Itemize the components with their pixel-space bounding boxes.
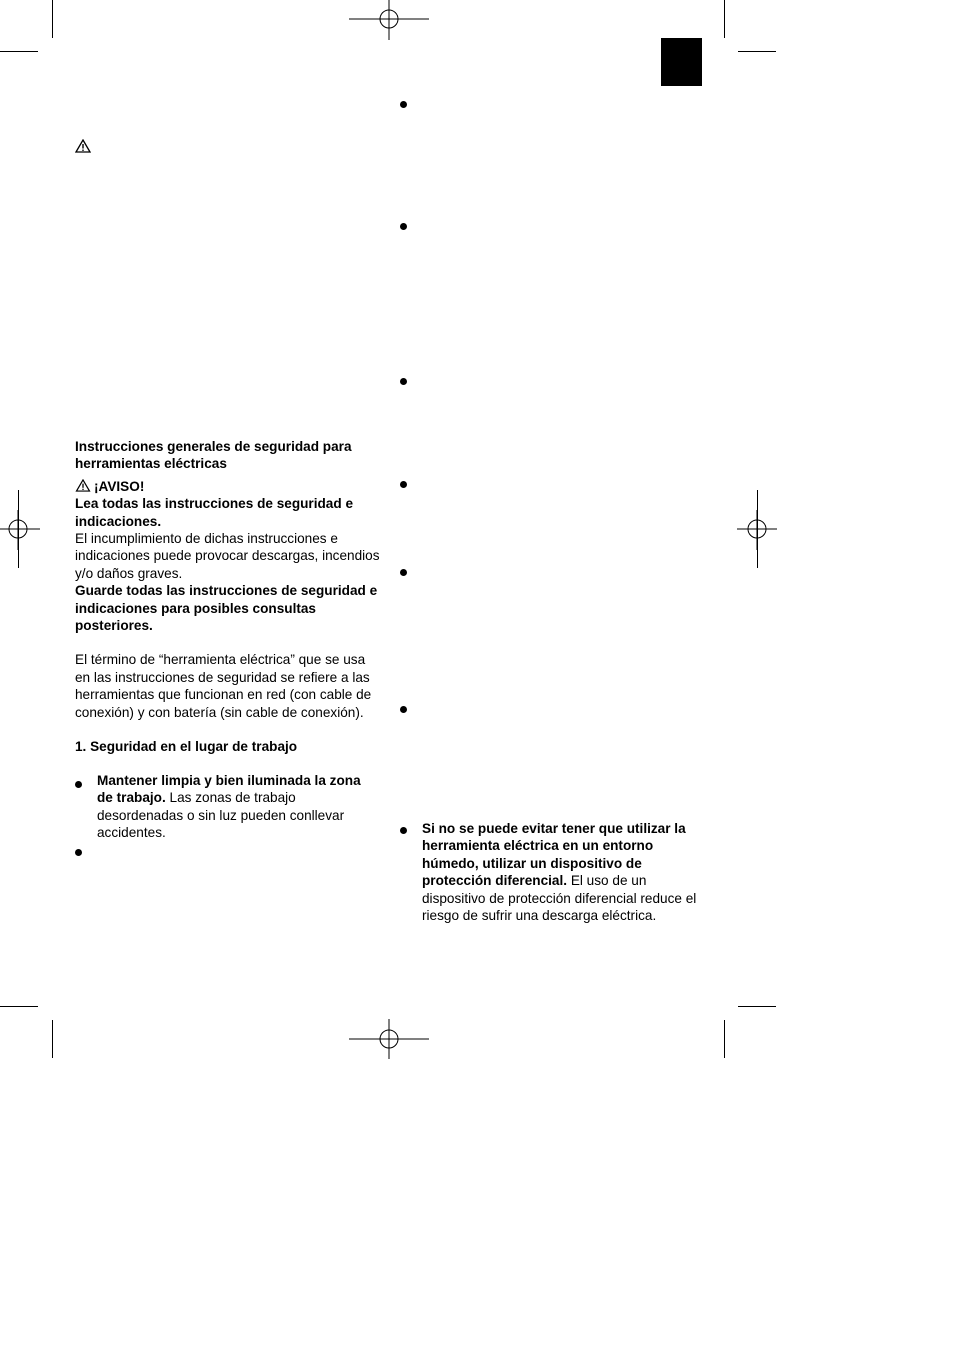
bullet-bold-text: Si no se puede evitar tener que utilizar la herramienta eléctrica en un entorno húmedo, utilizar un dispositivo de protección diferencial.: [422, 821, 686, 889]
registration-mark-icon: [349, 0, 429, 40]
crop-mark-bottom-right-v: [724, 1020, 725, 1058]
crop-mark-bottom-left-h: [0, 1006, 38, 1007]
warning-triangle-icon: [75, 139, 91, 153]
read-instructions: Lea todas las instrucciones de seguridad e indicaciones.: [75, 496, 354, 529]
bullet-dot-icon: [400, 481, 407, 488]
language-tab: [661, 38, 702, 86]
bullet-body-text: El uso de un dispositivo de protección diferencial reduce el riesgo de sufrir una descarga eléctrica.: [422, 873, 697, 924]
bullet-dot-icon: [400, 101, 407, 108]
term-definition: El término de “herramienta eléctrica” que se usa en las instrucciones de seguridad se refiere a las herramientas que funcionan en red (con cable de conexión) y con batería (sin cable de conexión).: [75, 652, 372, 720]
keep-instructions: Guarde todas las instrucciones de seguridad e indicaciones para posibles consultas posteriores.: [75, 583, 378, 634]
warning-line: [75, 478, 380, 495]
bullet-dot-icon: [75, 849, 82, 856]
crop-mark-top-left-h: [0, 51, 38, 52]
warning-triangle-icon: [75, 479, 91, 492]
bullet-body-text: Las zonas de trabajo desordenadas o sin luz pueden conllevar accidentes.: [97, 790, 345, 841]
section-heading: Instrucciones generales de seguridad para herramientas eléctricas: [75, 439, 352, 472]
crop-mark-bottom-right-h: [738, 1006, 776, 1007]
left-column: [75, 438, 380, 756]
bullet-paragraph: [97, 772, 379, 842]
bullet-dot-icon: [400, 706, 407, 713]
crop-mark-top-right-v: [724, 0, 725, 38]
bullet-bold-text: Mantener limpia y bien iluminada la zona de trabajo.: [97, 773, 361, 806]
bullet-dot-icon: [75, 781, 82, 788]
bullet-paragraph: [422, 820, 704, 924]
warning-label: ¡AVISO!: [94, 478, 145, 494]
crop-mark-top-right-h: [738, 51, 776, 52]
bullet-dot-icon: [400, 378, 407, 385]
registration-mark-icon: [0, 510, 40, 550]
workplace-section-title: 1. Seguridad en el lugar de trabajo: [75, 739, 298, 755]
bullet-dot-icon: [400, 827, 407, 834]
noncompliance-text: El incumplimiento de dichas instrucciones e indicaciones puede provocar descargas, incendios y/o daños graves.: [75, 531, 380, 581]
crop-mark-top-left-v: [52, 0, 53, 38]
registration-mark-icon: [349, 1019, 429, 1059]
registration-mark-icon: [737, 510, 777, 550]
crop-mark-bottom-left-v: [52, 1020, 53, 1058]
bullet-dot-icon: [400, 569, 407, 576]
bullet-dot-icon: [400, 223, 407, 230]
